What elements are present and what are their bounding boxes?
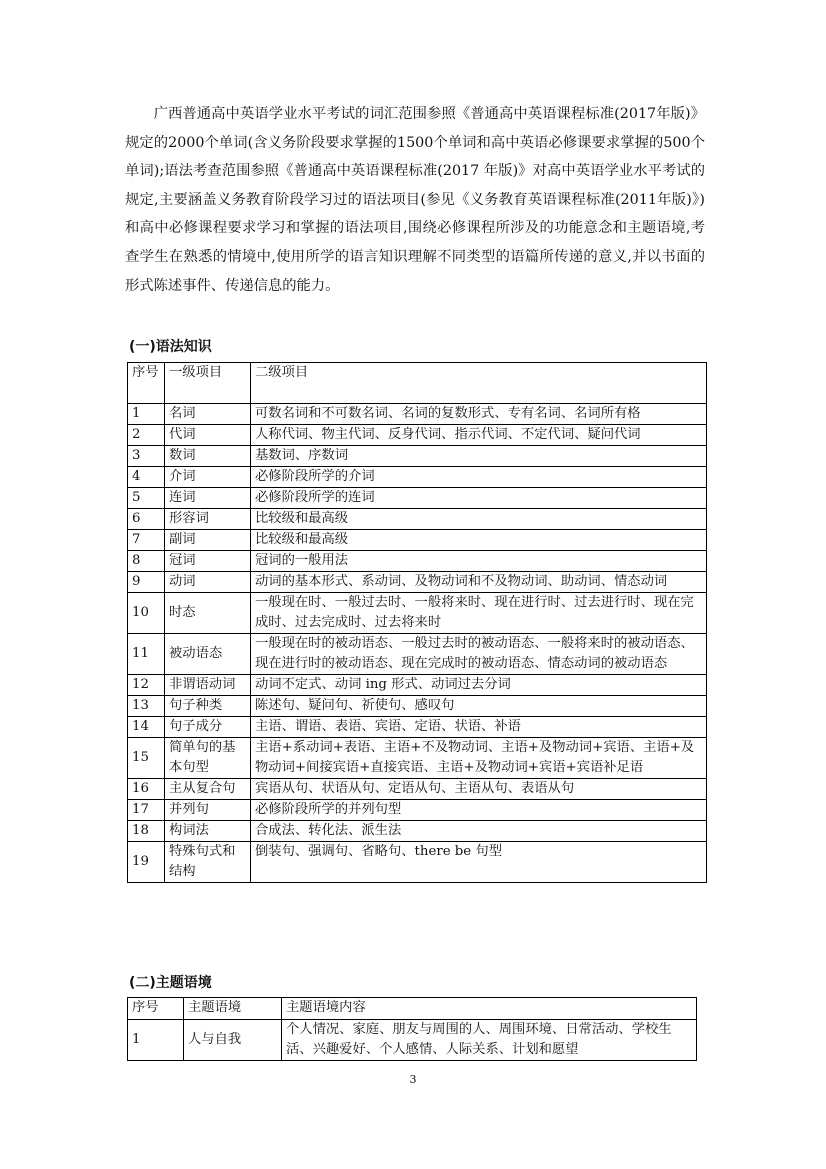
header-cell: 主题语境 (184, 998, 282, 1020)
cell-no: 19 (128, 842, 165, 883)
cell-detail: 基数词、序数词 (251, 446, 707, 467)
cell-detail: 必修阶段所学的连词 (251, 488, 707, 509)
cell-no: 7 (128, 530, 165, 551)
cell-item: 代词 (165, 425, 251, 446)
cell-no: 5 (128, 488, 165, 509)
table-row (128, 738, 707, 779)
table-row (128, 800, 707, 821)
cell-item: 数词 (165, 446, 251, 467)
cell-no: 15 (128, 738, 165, 779)
table-row (128, 842, 707, 883)
cell-detail: 冠词的一般用法 (251, 551, 707, 572)
cell-detail: 倒装句、强调句、省略句、there be 句型 (251, 842, 707, 883)
table-row (128, 821, 707, 842)
table-row (128, 446, 707, 467)
table-row (128, 530, 707, 551)
grammar-header-row (128, 363, 707, 404)
cell-item: 介词 (165, 467, 251, 488)
cell-item: 动词 (165, 572, 251, 593)
cell-no: 11 (128, 634, 165, 675)
cell-no: 1 (128, 1020, 184, 1061)
cell-detail: 必修阶段所学的介词 (251, 467, 707, 488)
table-row (128, 509, 707, 530)
cell-no: 8 (128, 551, 165, 572)
cell-no: 4 (128, 467, 165, 488)
cell-no: 16 (128, 779, 165, 800)
theme-section-title: (二)主题语境 (129, 975, 212, 991)
cell-no: 9 (128, 572, 165, 593)
cell-item: 名词 (165, 404, 251, 425)
cell-detail: 个人情况、家庭、朋友与周围的人、周围环境、日常活动、学校生活、兴趣爱好、个人感情、人际关系、计划和愿望 (282, 1020, 697, 1061)
table-row (128, 425, 707, 446)
table-row (128, 488, 707, 509)
cell-detail: 人称代词、物主代词、反身代词、指示代词、不定代词、疑问代词 (251, 425, 707, 446)
cell-detail: 比较级和最高级 (251, 509, 707, 530)
table-row (128, 779, 707, 800)
table-row (128, 696, 707, 717)
table-row (128, 593, 707, 634)
cell-detail: 必修阶段所学的并列句型 (251, 800, 707, 821)
header-cell: 序号 (128, 998, 184, 1020)
intro-text: 广西普通高中英语学业水平考试的词汇范围参照《普通高中英语课程标准(2017年版)》规定的2000个单词(含义务阶段要求掌握的1500个单词和高中英语必修课要求掌握的500个单词);语法考查范围参照《普通高中英语课程标准(2017 年版)》对高中英语学业水平考试的规定,主要涵盖义务教育阶段学习过的语法项目(参见《义务教育英语课程标准(2011年版)》)和高中必修课程要求学习和掌握的语法项目,围绕必修课程所涉及的功能意念和主题语境,考查学生在熟悉的情境中,使用所学的语言知识理解不同类型的语篇所传递的意义,并以书面的形式陈述事件、传递信息的能力。 (125, 106, 705, 294)
cell-item: 被动语态 (165, 634, 251, 675)
cell-detail: 陈述句、疑问句、祈使句、感叹句 (251, 696, 707, 717)
cell-detail: 动词不定式、动词 ing 形式、动词过去分词 (251, 675, 707, 696)
header-cell: 序号 (128, 363, 165, 404)
table-row (128, 551, 707, 572)
theme-table (127, 997, 697, 1061)
table-row (128, 404, 707, 425)
cell-detail: 可数名词和不可数名词、名词的复数形式、专有名词、名词所有格 (251, 404, 707, 425)
cell-item: 非谓语动词 (165, 675, 251, 696)
table-row (128, 467, 707, 488)
cell-item: 副词 (165, 530, 251, 551)
cell-detail: 宾语从句、状语从句、定语从句、主语从句、表语从句 (251, 779, 707, 800)
table-row (128, 675, 707, 696)
cell-detail: 比较级和最高级 (251, 530, 707, 551)
theme-header-row (128, 998, 697, 1020)
cell-no: 1 (128, 404, 165, 425)
cell-no: 12 (128, 675, 165, 696)
cell-no: 17 (128, 800, 165, 821)
table-row (128, 634, 707, 675)
table-row (128, 717, 707, 738)
cell-detail: 主语、谓语、表语、宾语、定语、状语、补语 (251, 717, 707, 738)
cell-detail: 动词的基本形式、系动词、及物动词和不及物动词、助动词、情态动词 (251, 572, 707, 593)
cell-no: 3 (128, 446, 165, 467)
header-cell: 主题语境内容 (282, 998, 697, 1020)
page-number: 3 (409, 1073, 417, 1086)
cell-detail: 一般现在时、一般过去时、一般将来时、现在进行时、过去进行时、现在完成时、过去完成时、过去将来时 (251, 593, 707, 634)
cell-item: 构词法 (165, 821, 251, 842)
cell-detail: 一般现在时的被动语态、一般过去时的被动语态、一般将来时的被动语态、现在进行时的被动语态、现在完成时的被动语态、情态动词的被动语态 (251, 634, 707, 675)
table-row (128, 572, 707, 593)
cell-item: 主从复合句 (165, 779, 251, 800)
header-cell: 二级项目 (251, 363, 707, 404)
cell-item: 句子种类 (165, 696, 251, 717)
grammar-table (127, 362, 707, 883)
cell-item: 时态 (165, 593, 251, 634)
grammar-section-title: (一)语法知识 (129, 339, 212, 355)
table-row (128, 1020, 697, 1061)
cell-item: 冠词 (165, 551, 251, 572)
cell-item: 连词 (165, 488, 251, 509)
cell-no: 10 (128, 593, 165, 634)
cell-item: 人与自我 (184, 1020, 282, 1061)
cell-item: 特殊句式和结构 (165, 842, 251, 883)
header-cell: 一级项目 (165, 363, 251, 404)
intro-paragraph (125, 100, 705, 300)
cell-no: 2 (128, 425, 165, 446)
cell-no: 14 (128, 717, 165, 738)
cell-no: 13 (128, 696, 165, 717)
cell-no: 18 (128, 821, 165, 842)
cell-item: 并列句 (165, 800, 251, 821)
cell-detail: 主语+系动词+表语、主语+不及物动词、主语+及物动词+宾语、主语+及物动词+间接宾语+直接宾语、主语+及物动词+宾语+宾语补足语 (251, 738, 707, 779)
cell-detail: 合成法、转化法、派生法 (251, 821, 707, 842)
cell-item: 形容词 (165, 509, 251, 530)
cell-item: 简单句的基本句型 (165, 738, 251, 779)
cell-no: 6 (128, 509, 165, 530)
cell-item: 句子成分 (165, 717, 251, 738)
